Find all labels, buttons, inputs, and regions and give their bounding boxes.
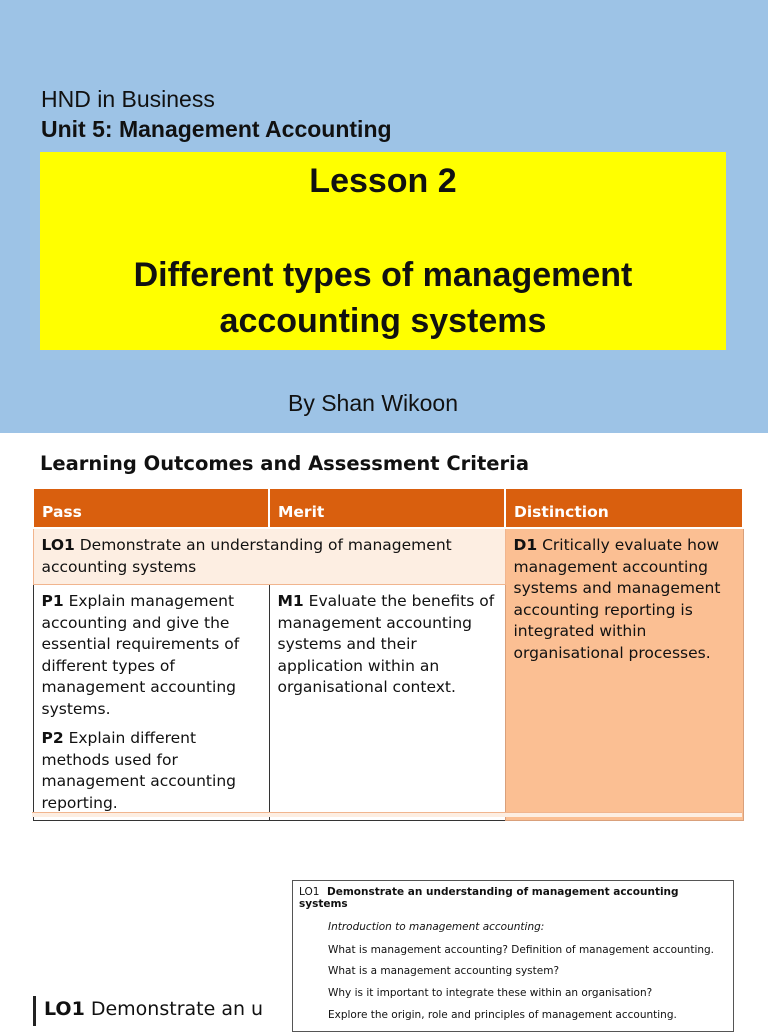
m1-text: Evaluate the benefits of management accounting systems and their application within an organisational context. [277, 592, 495, 696]
column-header-merit: Merit [269, 488, 505, 528]
table-row [33, 528, 743, 585]
snippet-line: Why is it important to integrate these within an organisation? [328, 987, 653, 999]
course-name: HND in Business [41, 86, 215, 112]
snippet-header [299, 886, 729, 910]
snippet-line: What is a management accounting system? [328, 965, 560, 977]
merit-cell [269, 585, 505, 821]
criteria-table [32, 487, 744, 821]
lesson-title: Different types of management accounting systems [133, 256, 633, 340]
snippet-title: Demonstrate an understanding of management accounting systems [299, 886, 679, 910]
lo1-text: Demonstrate an understanding of management accounting systems [41, 536, 452, 576]
column-header-pass: Pass [33, 488, 269, 528]
p1-text: Explain management accounting and give the essential requirements of different types of management accounting systems. [41, 592, 240, 718]
cropped-lo1-text [33, 996, 264, 1026]
p2-criterion [42, 728, 261, 814]
d1-text: Critically evaluate how management accounting systems and management accounting reporting is integrated within organisational processes. [513, 536, 721, 662]
crop-code: LO1 [44, 998, 85, 1020]
p2-code: P2 [41, 729, 64, 747]
author: By Shan Wikoon [287, 390, 459, 416]
d1-code: D1 [513, 536, 538, 554]
m1-code: M1 [277, 592, 304, 610]
column-header-distinction: Distinction [505, 488, 743, 528]
syllabus-snippet [292, 880, 734, 1032]
pass-cell [33, 585, 269, 821]
lo1-cell [33, 528, 505, 585]
lo1-code: LO1 [41, 536, 75, 554]
crop-text: Demonstrate an u [84, 998, 264, 1020]
lesson-number: Lesson 2 [309, 162, 457, 200]
distinction-cell [505, 528, 743, 821]
table-header-row [33, 488, 743, 528]
snippet-line: What is management accounting? Definition of management accounting. [328, 944, 715, 956]
snippet-line: Introduction to management accounting: [328, 921, 545, 933]
p1-criterion [42, 591, 261, 720]
p1-code: P1 [41, 592, 64, 610]
table-bottom-strip [32, 812, 742, 817]
criteria-heading: Learning Outcomes and Assessment Criteria [40, 452, 529, 475]
title-slide [0, 0, 768, 433]
p2-text: Explain different methods used for management accounting reporting. [41, 729, 236, 812]
snippet-code: LO1 [299, 886, 320, 898]
snippet-line: Explore the origin, role and principles of management accounting. [328, 1009, 677, 1021]
unit-title: Unit 5: Management Accounting [41, 116, 392, 142]
lesson-title-box [40, 152, 726, 350]
